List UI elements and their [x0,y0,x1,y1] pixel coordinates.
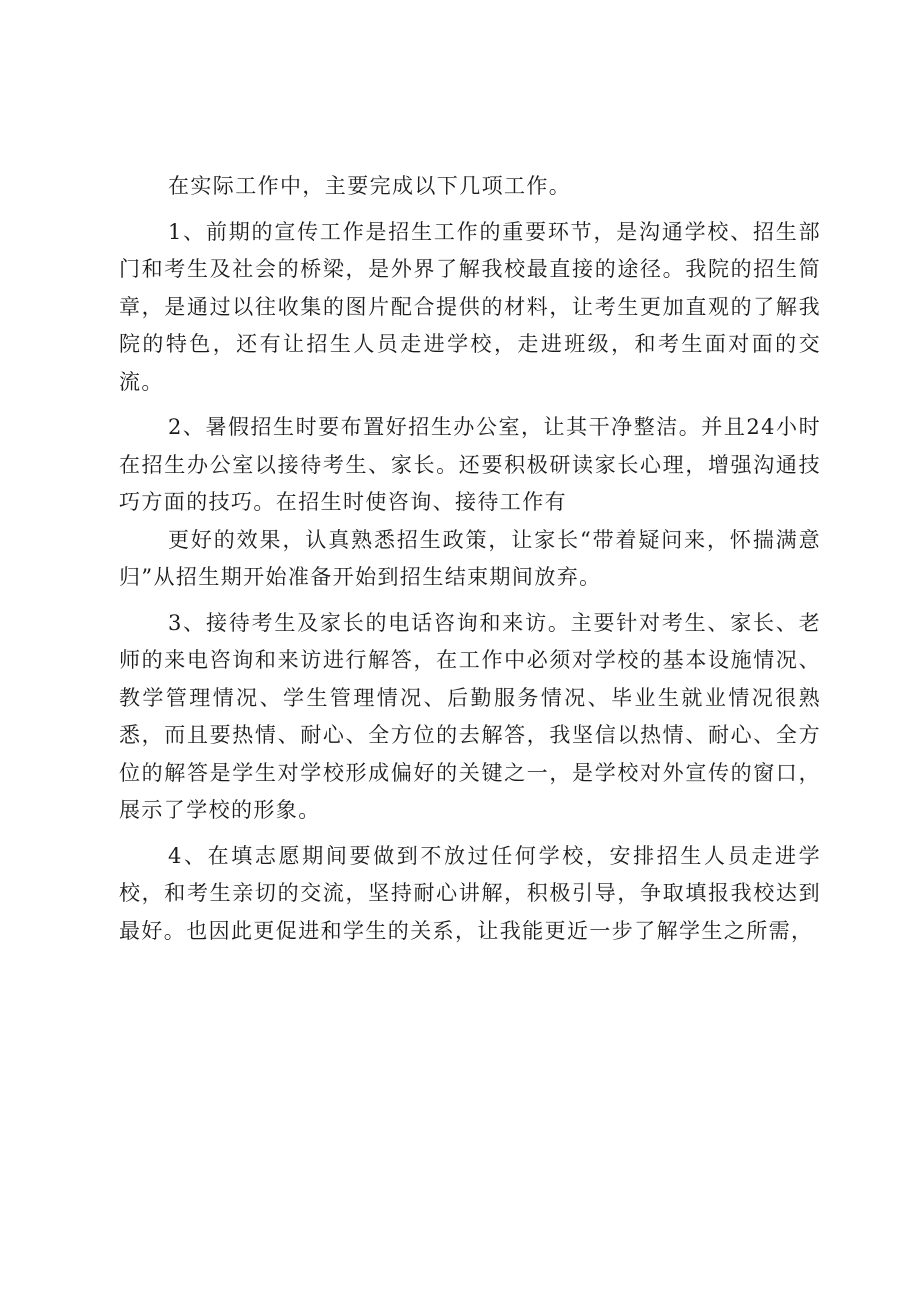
paragraph-item-2: 2、暑假招生时要布置好招生办公室，让其干净整洁。并且24小时在招生办公室以接待考生、家长。还要积极研读家长心理，增强沟通技巧方面的技巧。在招生时使咨询、接待工作有 [119,415,821,514]
paragraph-item-4: 4、在填志愿期间要做到不放过任何学校，安排招生人员走进学校，和考生亲切的交流，坚持耐心讲解，积极引导，争取填报我校达到最好。也因此更促进和学生的关系，让我能更近一步了解学生之所需， [119,843,821,943]
paragraph-item-2-continued: 更好的效果，认真熟悉招生政策，让家长“带着疑问来，怀揣满意归”从招生期开始准备开始到招生结束期间放弃。 [119,527,821,589]
paragraph-item-3: 3、接待考生及家长的电话咨询和来访。主要针对考生、家长、老师的来电咨询和来访进行解答，在工作中必须对学校的基本设施情况、教学管理情况、学生管理情况、后勤服务情况、毕业生就业情况很熟悉，而且要热情、耐心、全方位的去解答，我坚信以热情、耐心、全方位的解答是学生对学校形成偏好的关键之一，是学校对外宣传的窗口，展示了学校的形象。 [119,610,821,822]
paragraph-intro: 在实际工作中，主要完成以下几项工作。 [168,174,572,198]
document-body [119,168,821,958]
paragraph-item-1: 1、前期的宣传工作是招生工作的重要环节，是沟通学校、招生部门和考生及社会的桥梁，是外界了解我校最直接的途径。我院的招生简章，是通过以往收集的图片配合提供的材料，让考生更加直观的了解我院的特色，还有让招生人员走进学校，走进班级，和考生面对面的交流。 [119,219,821,394]
